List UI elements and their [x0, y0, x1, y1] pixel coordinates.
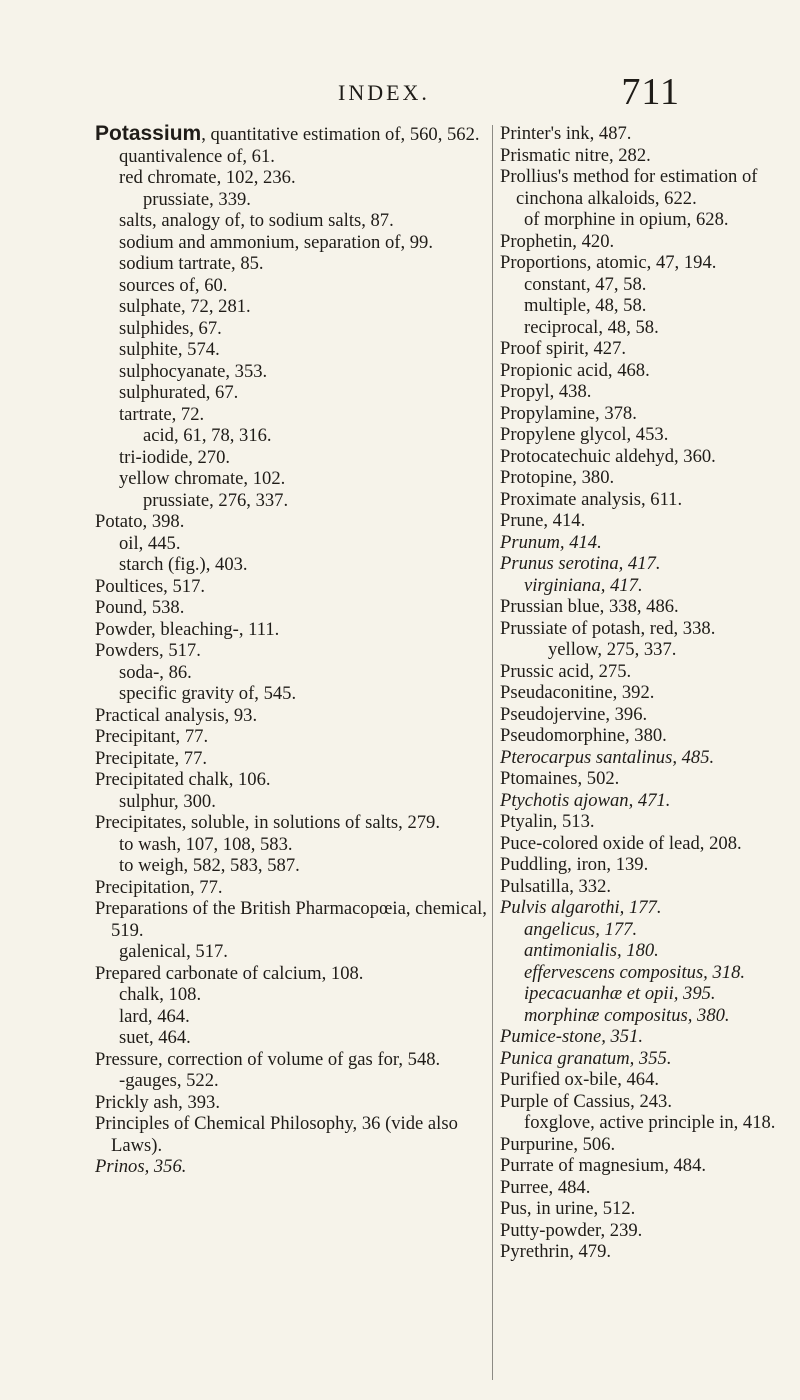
- running-head: INDEX.: [338, 80, 430, 105]
- index-entry: Pulsatilla, 332.: [500, 875, 612, 897]
- index-entry: salts, analogy of, to sodium salts, 87.: [119, 210, 394, 231]
- page-number: 711: [621, 71, 680, 113]
- index-entry: lard, 464.: [119, 1005, 190, 1027]
- index-entry: oil, 445.: [119, 532, 181, 554]
- index-entry: Punica granatum, 355.: [500, 1047, 672, 1069]
- index-entry: Pyrethrin, 479.: [500, 1241, 612, 1262]
- index-entry: Propionic acid, 468.: [500, 359, 650, 381]
- index-entry: sulphides, 67.: [119, 317, 222, 339]
- index-entry: Prussian blue, 338, 486.: [500, 596, 679, 617]
- index-entry: Proof spirit, 427.: [500, 338, 627, 359]
- index-entry: tartrate, 72.: [119, 403, 205, 425]
- index-entry: Preparations of the British Pharmacopœia, chemical, 519.: [95, 898, 487, 941]
- index-entry: to weigh, 582, 583, 587.: [119, 855, 300, 876]
- index-entry: sulphocyanate, 353.: [119, 360, 268, 382]
- index-entry: starch (fig.), 403.: [119, 554, 248, 575]
- index-entry: Precipitant, 77.: [95, 726, 209, 747]
- index-entry: Potato, 398.: [95, 511, 185, 532]
- index-entry: constant, 47, 58.: [524, 273, 647, 295]
- index-entry: Proportions, atomic, 47, 194.: [500, 252, 717, 273]
- index-entry: acid, 61, 78, 316.: [143, 425, 272, 446]
- index-entry: tri-iodide, 270.: [119, 446, 231, 468]
- headword: Potassium: [95, 122, 202, 145]
- index-entry: chalk, 108.: [119, 984, 202, 1005]
- index-entry: Prussic acid, 275.: [500, 660, 632, 682]
- index-entry: Powders, 517.: [95, 640, 201, 661]
- column-divider: [492, 125, 493, 1380]
- index-entry: antimonialis, 180.: [524, 940, 659, 961]
- index-entry: Powder, bleaching-, 111.: [95, 618, 280, 640]
- index-entry: Ptyalin, 513.: [500, 811, 595, 832]
- index-entry: Prismatic nitre, 282.: [500, 144, 651, 166]
- index-entry: sources of, 60.: [119, 274, 228, 296]
- index-entry: virginiana, 417.: [524, 574, 643, 596]
- index-entry: Prickly ash, 393.: [95, 1091, 220, 1113]
- index-entry: Precipitated chalk, 106.: [95, 769, 271, 790]
- index-entry: Purrate of magnesium, 484.: [500, 1155, 707, 1176]
- index-entry: Prunum, 414.: [500, 531, 602, 553]
- index-entry: Pulvis algarothi, 177.: [500, 897, 662, 918]
- index-entry: Precipitation, 77.: [95, 876, 223, 898]
- index-entry: Prollius's method for estimation of cinchona alkaloids, 622.: [500, 166, 758, 209]
- index-entry: Prophetin, 420.: [500, 230, 615, 252]
- index-entry: Pseudomorphine, 380.: [500, 725, 667, 746]
- index-column-right: [500, 123, 795, 1263]
- index-entry: Printer's ink, 487.: [500, 123, 632, 144]
- index-entry: Propylamine, 378.: [500, 402, 637, 424]
- index-entry: Pus, in urine, 512.: [500, 1198, 636, 1219]
- index-entry: Prune, 414.: [500, 510, 586, 531]
- index-entry: Protopine, 380.: [500, 467, 615, 488]
- index-entry: Principles of Chemical Philosophy, 36 (vide also Laws).: [95, 1113, 458, 1156]
- index-entry: Puce-colored oxide of lead, 208.: [500, 832, 742, 854]
- index-entry: Protocatechuic aldehyd, 360.: [500, 445, 716, 467]
- index-entry: to wash, 107, 108, 583.: [119, 833, 293, 855]
- index-entry: Prussiate of potash, red, 338.: [500, 617, 716, 639]
- index-entry: sulphurated, 67.: [119, 382, 239, 403]
- index-entry: Potassium, quantitative estimation of, 560, 562.: [95, 122, 480, 145]
- index-entry: ipecacuanhæ et opii, 395.: [524, 983, 716, 1004]
- index-entry: of morphine in opium, 628.: [524, 209, 729, 230]
- index-entry: sulphite, 574.: [119, 339, 220, 360]
- index-entry: Pseudaconitine, 392.: [500, 682, 655, 703]
- index-entry: sodium tartrate, 85.: [119, 253, 264, 274]
- index-entry: Purified ox-bile, 464.: [500, 1069, 660, 1090]
- index-entry: soda-, 86.: [119, 661, 192, 683]
- index-entry: quantivalence of, 61.: [119, 145, 275, 167]
- index-entry: Puddling, iron, 139.: [500, 854, 649, 875]
- index-entry: Putty-powder, 239.: [500, 1219, 643, 1241]
- index-entry: Ptychotis ajowan, 471.: [500, 789, 671, 811]
- index-entry: Pressure, correction of volume of gas for, 548.: [95, 1048, 441, 1070]
- index-entry: prussiate, 276, 337.: [143, 489, 289, 511]
- index-entry: yellow, 275, 337.: [548, 639, 677, 660]
- index-entry: multiple, 48, 58.: [524, 295, 647, 316]
- index-entry: Prepared carbonate of calcium, 108.: [95, 962, 364, 984]
- index-entry: specific gravity of, 545.: [119, 683, 297, 704]
- index-entry: galenical, 517.: [119, 941, 228, 962]
- index-entry: sulphate, 72, 281.: [119, 296, 251, 317]
- index-entry: sulphur, 300.: [119, 790, 216, 812]
- index-column-left: [95, 123, 495, 1178]
- index-entry: morphinæ compositus, 380.: [524, 1004, 730, 1026]
- index-entry: Pseudojervine, 396.: [500, 703, 648, 725]
- index-entry: suet, 464.: [119, 1027, 191, 1048]
- index-entry: Pumice-stone, 351.: [500, 1026, 644, 1047]
- index-entry: Practical analysis, 93.: [95, 704, 258, 726]
- index-entry: reciprocal, 48, 58.: [524, 316, 659, 338]
- index-entry: Precipitates, soluble, in solutions of salts, 279.: [95, 812, 440, 833]
- index-entry: angelicus, 177.: [524, 918, 638, 940]
- index-entry: Purple of Cassius, 243.: [500, 1090, 672, 1112]
- index-entry: Poultices, 517.: [95, 575, 206, 597]
- page-header: [200, 70, 680, 113]
- index-entry: foxglove, active principle in, 418.: [524, 1112, 776, 1133]
- index-entry: Prunus serotina, 417.: [500, 553, 661, 574]
- index-entry: Pterocarpus santalinus, 485.: [500, 746, 715, 768]
- index-entry: yellow chromate, 102.: [119, 468, 286, 489]
- index-entry: Pound, 538.: [95, 597, 185, 618]
- index-entry: Proximate analysis, 611.: [500, 488, 683, 510]
- index-entry: effervescens compositus, 318.: [524, 961, 746, 983]
- index-entry: Purree, 484.: [500, 1176, 591, 1198]
- index-entry: Precipitate, 77.: [95, 747, 208, 769]
- index-entry: Propyl, 438.: [500, 381, 592, 402]
- index-entry: -gauges, 522.: [119, 1070, 219, 1091]
- index-entry: Purpurine, 506.: [500, 1133, 616, 1155]
- index-entry: prussiate, 339.: [143, 188, 251, 210]
- index-entry: sodium and ammonium, separation of, 99.: [119, 231, 433, 253]
- index-entry: Propylene glycol, 453.: [500, 424, 669, 445]
- index-entry: red chromate, 102, 236.: [119, 167, 296, 188]
- index-entry: Ptomaines, 502.: [500, 768, 620, 789]
- index-entry: Prinos, 356.: [95, 1156, 187, 1177]
